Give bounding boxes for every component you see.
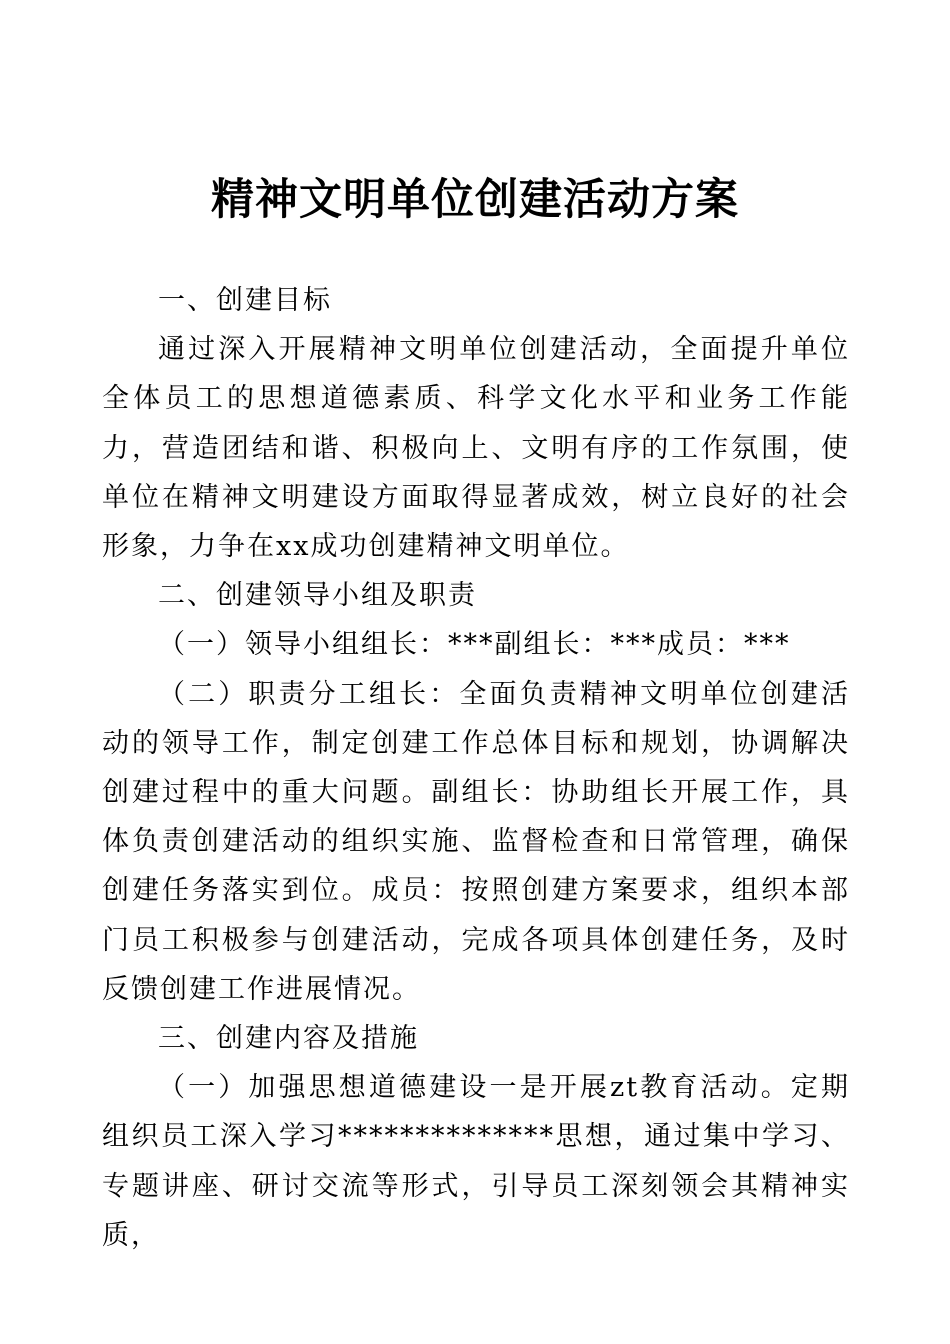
section-heading-content: 三、创建内容及措施 [158,1023,419,1055]
paragraph-leadership-members: （一）领导小组组长：***副组长：***成员：*** [158,629,791,661]
paragraph-leadership-duties: （二）职责分工组长：全面负责精神文明单位创建活动的领导工作，制定创建工作总体目标和规划，协调解决创建过程中的重大问题。副组长：协助组长开展工作，具体负责创建活动的组织实施、监督检查和日常管理，确保创建任务落实到位。成员：按照创建方案要求，组织本部门员工积极参与创建活动，完成各项具体创建任务，及时反馈创建工作进展情况。 [102,678,850,1005]
document-body [102,276,850,1260]
document-title: 精神文明单位创建活动方案 [211,175,739,225]
section-heading-goal: 一、创建目标 [158,285,332,316]
paragraph-goal: 通过深入开展精神文明单位创建活动，全面提升单位全体员工的思想道德素质、科学文化水平和业务工作能力，营造团结和谐、积极向上、文明有序的工作氛围，使单位在精神文明建设方面取得显著成效，树立良好的社会形象，力争在xx成功创建精神文明单位。 [102,334,850,563]
paragraph-content-moral: （一）加强思想道德建设一是开展zt教育活动。定期组织员工深入学习**************思想，通过集中学习、专题讲座、研讨交流等形式，引导员工深刻领会其精神实质， [102,1072,850,1251]
section-heading-leadership: 二、创建领导小组及职责 [158,580,477,612]
